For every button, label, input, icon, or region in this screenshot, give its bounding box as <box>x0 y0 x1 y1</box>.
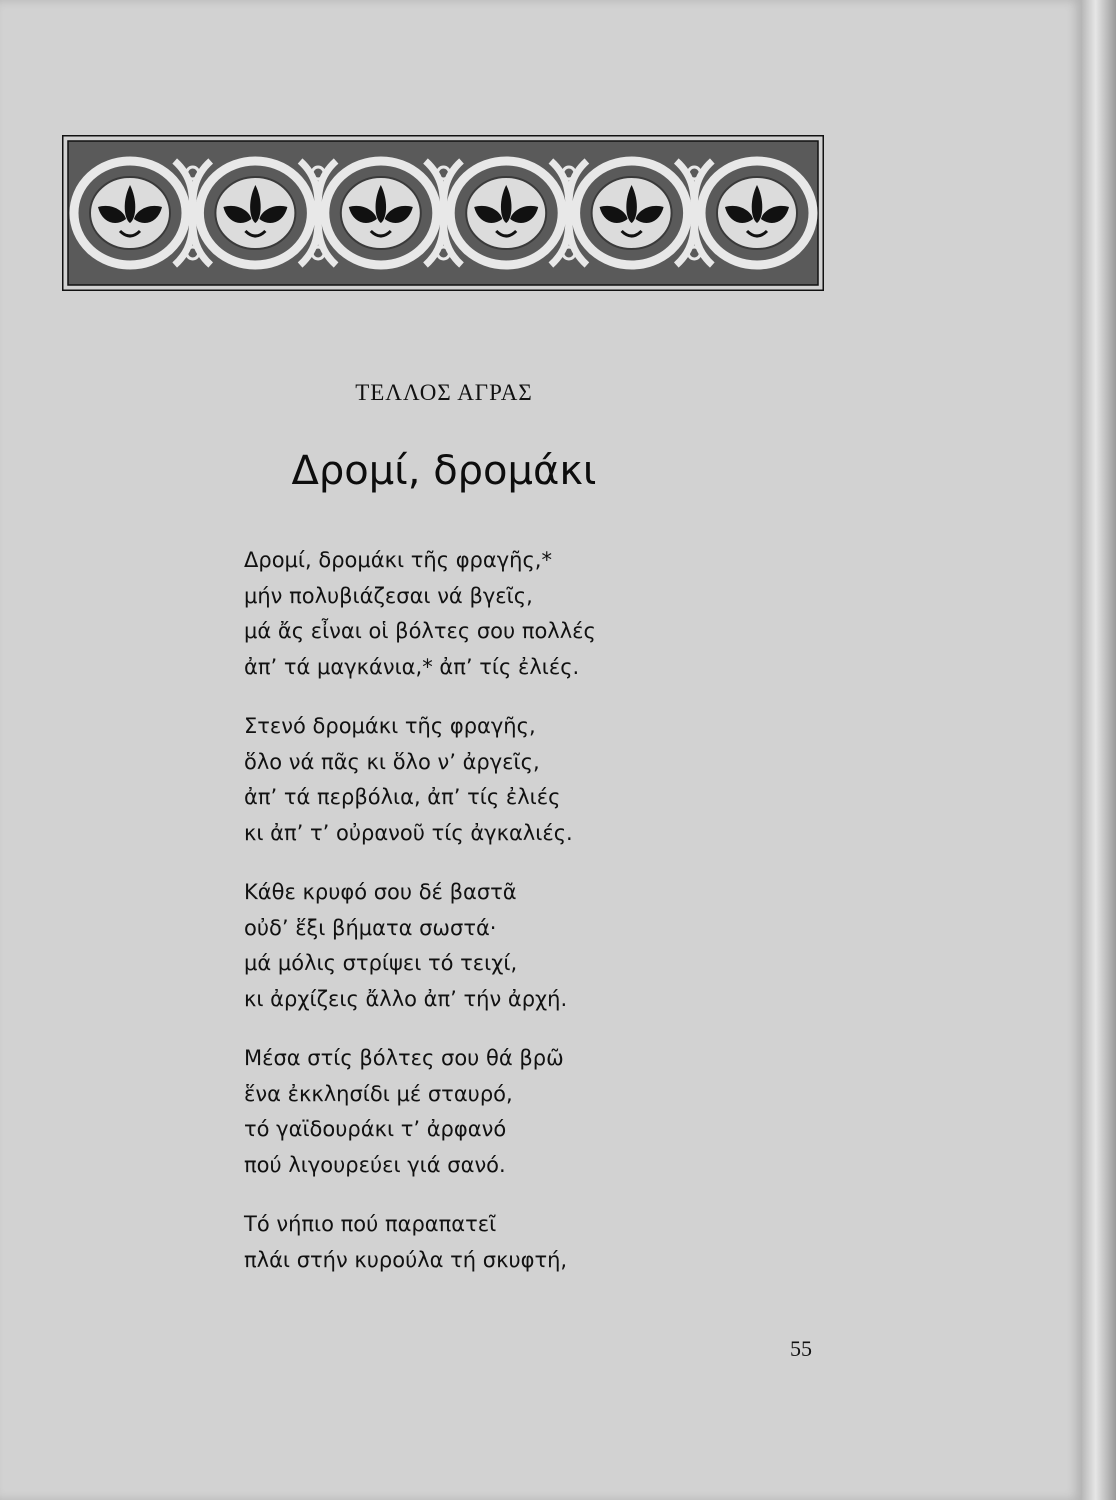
poem-line: πού λιγουρεύει γιά σανό. <box>244 1152 506 1177</box>
poem-line: τό γαϊδουράκι τ’ ἀρφανό <box>244 1117 507 1141</box>
ornament-medallion <box>450 161 562 265</box>
poem-line: κι ἀπ’ τ’ οὐρανοῦ τίς ἀγκαλιές. <box>244 820 573 845</box>
page-edge <box>1082 0 1116 1500</box>
ornament-medallion <box>199 161 311 265</box>
poem-line: Κάθε κρυφό σου δέ βαστᾶ <box>244 880 517 904</box>
poem-line: ἀπ’ τά μαγκάνια,* ἀπ’ τίς ἐλιές. <box>244 654 580 679</box>
stanza <box>244 1041 596 1183</box>
poem-line: κι ἀρχίζεις ἄλλο ἀπ’ τήν ἀρχή. <box>244 986 568 1011</box>
poem-line: μά μόλις στρίψει τό τειχί, <box>244 951 518 975</box>
poem-line: Στενό δρομάκι τῆς φραγῆς, <box>244 714 536 738</box>
poem-line: Τό νήπιο πού παραπατεῖ <box>244 1212 497 1236</box>
stanza <box>244 1207 596 1278</box>
decorative-border-ornament <box>62 135 824 291</box>
poem-line: ἀπ’ τά περβόλια, ἀπ’ τίς ἐλιές <box>244 785 561 809</box>
page-number: 55 <box>790 1336 812 1361</box>
poem-line: μήν πολυβιάζεσαι νά βγεῖς, <box>244 583 533 608</box>
stanza <box>244 875 596 1017</box>
ornament-medallion <box>325 161 437 265</box>
poem-line: μά ἄς εἶναι οἱ βόλτες σου πολλές <box>244 619 596 643</box>
poem-line: οὐδ’ ἕξι βήματα σωστά· <box>244 915 497 940</box>
poem-line: Μέσα στίς βόλτες σου θά βρῶ <box>244 1046 564 1070</box>
ornament-medallion <box>74 161 186 265</box>
ornament-medallion <box>576 161 688 265</box>
poem-line: ἕνα ἐκκλησίδι μέ σταυρό, <box>244 1081 513 1106</box>
stanza <box>244 543 596 685</box>
poem-author: ΤΕΛΛΟΣ ΑΓΡΑΣ <box>355 380 533 405</box>
stanza <box>244 709 596 851</box>
ornament-medallion <box>701 161 813 265</box>
poem-line: ὅλο νά πᾶς κι ὅλο ν’ ἀργεῖς, <box>244 749 540 774</box>
poem-line: Δρομί, δρομάκι τῆς φραγῆς,* <box>244 548 552 572</box>
poem-title: Δρομί, δρομάκι <box>291 448 597 494</box>
poem-line: πλάι στήν κυρούλα τή σκυφτή, <box>244 1247 568 1272</box>
poem-body <box>244 543 596 1302</box>
